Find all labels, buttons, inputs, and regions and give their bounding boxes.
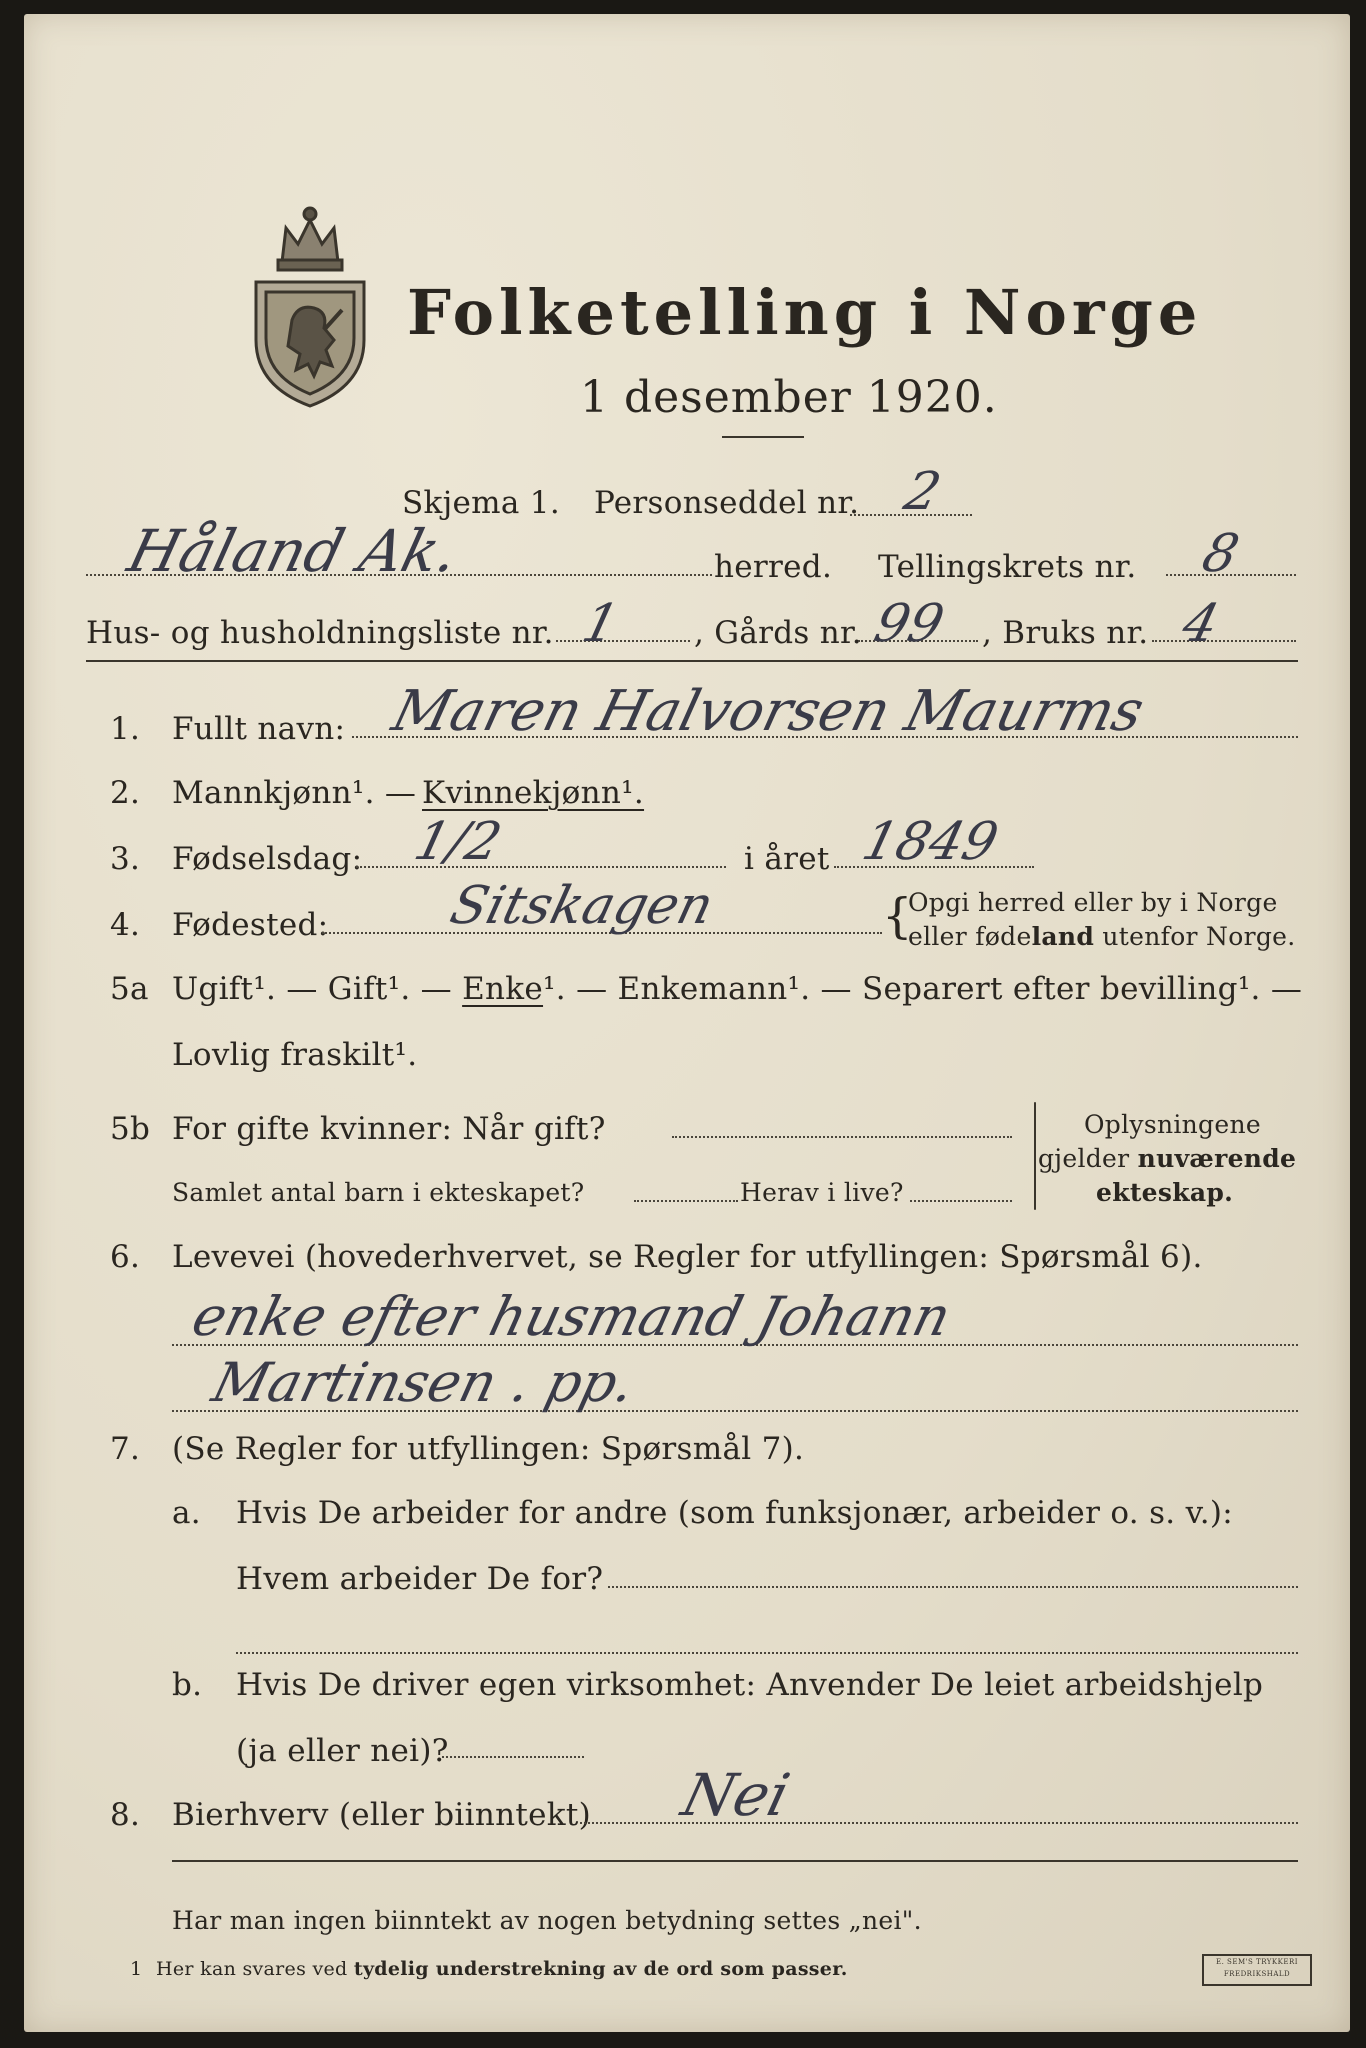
q5b-married-line bbox=[672, 1136, 1012, 1138]
bruks-value: 4 bbox=[1176, 594, 1225, 654]
q3-value: 1/2 bbox=[408, 812, 508, 872]
q2-mann-option: Mannkjønn¹. — bbox=[172, 775, 417, 811]
header-divider bbox=[86, 660, 1298, 662]
page-title: Folketelling i Norge bbox=[407, 276, 1203, 349]
q5b-note-2-pre: gjelder bbox=[1038, 1144, 1138, 1173]
footnote-text bbox=[156, 1960, 848, 1979]
q8-number: 8. bbox=[110, 1797, 141, 1833]
q7a-letter: a. bbox=[172, 1495, 201, 1531]
personseddel-label: Personseddel nr. bbox=[594, 485, 860, 521]
q3-label: Fødselsdag: bbox=[172, 841, 363, 877]
q5a-options-2: ¹. — Enkemann¹. — Separert efter bevilling¹. — bbox=[543, 971, 1303, 1007]
q5b-children-line bbox=[634, 1200, 738, 1202]
q6-value-1: enke efter husmand Johann bbox=[186, 1285, 958, 1348]
q5b-note-1: Oplysningene bbox=[1084, 1110, 1261, 1139]
bruks-line bbox=[1152, 640, 1296, 642]
footnote-number: 1 bbox=[130, 1958, 143, 1980]
q2-kvinne-option: Kvinnekjønn¹. bbox=[422, 775, 645, 811]
skjema-label: Skjema 1. bbox=[402, 485, 560, 521]
q7-number: 7. bbox=[110, 1431, 141, 1467]
q4-label: Fødested: bbox=[172, 907, 329, 943]
coat-of-arms-icon bbox=[242, 200, 378, 412]
q5b-number: 5b bbox=[110, 1111, 151, 1147]
hus-value: 1 bbox=[576, 594, 625, 654]
q1-label: Fullt navn: bbox=[172, 711, 346, 747]
footer-note: Har man ingen biinntekt av nogen betydning settes „nei". bbox=[172, 1906, 922, 1935]
q2-number: 2. bbox=[110, 775, 141, 811]
q5b-label-3: Herav i live? bbox=[740, 1178, 904, 1207]
personseddel-value: 2 bbox=[898, 462, 947, 522]
q8-label: Bierhverv (eller biinntekt) bbox=[172, 1797, 592, 1833]
q4-note-2 bbox=[908, 924, 1295, 949]
q5b-label-1: For gifte kvinner: Når gift? bbox=[172, 1111, 606, 1147]
q6-value-2: Martinsen . pp. bbox=[206, 1351, 642, 1414]
q4-brace: { bbox=[882, 888, 913, 944]
q4-value: Sitskagen bbox=[444, 876, 720, 936]
q7b-label-2: (ja eller nei)? bbox=[236, 1733, 449, 1769]
hus-label: Hus- og husholdningsliste nr. bbox=[86, 615, 554, 651]
stamp-line-1: E. SEM'S TRYKKERI bbox=[1215, 1958, 1299, 1966]
tellingskrets-value: 8 bbox=[1196, 524, 1245, 584]
gards-label: , Gårds nr. bbox=[694, 615, 862, 651]
q5b-note-2-bold: nuværende bbox=[1137, 1144, 1297, 1173]
q3-year-label: i året bbox=[744, 841, 830, 877]
footer-divider bbox=[172, 1860, 1298, 1862]
q6-number: 6. bbox=[110, 1239, 141, 1275]
q7a-label-2: Hvem arbeider De for? bbox=[236, 1561, 604, 1597]
q7b-letter: b. bbox=[172, 1667, 203, 1703]
q4-note-1: Opgi herred eller by i Norge bbox=[908, 888, 1278, 917]
q5a-text-3: Lovlig fraskilt¹. bbox=[172, 1037, 418, 1073]
q5a-text bbox=[172, 971, 1303, 1007]
q7a-label: Hvis De arbeider for andre (som funksjonær, arbeider o. s. v.): bbox=[236, 1495, 1234, 1531]
stamp-line-2: FREDRIKSHALD bbox=[1223, 1970, 1291, 1978]
q5a-options-1: Ugift¹. — Gift¹. — bbox=[172, 971, 452, 1007]
q5b-label-2: Samlet antal barn i ekteskapet? bbox=[172, 1178, 585, 1207]
q7a-employer-line-2 bbox=[236, 1652, 1298, 1654]
q4-note-2-pre: eller føde bbox=[908, 922, 1032, 951]
title-divider bbox=[722, 436, 804, 438]
q7b-label: Hvis De driver egen virksomhet: Anvender De leiet arbeidshjelp bbox=[236, 1667, 1264, 1703]
census-form-sheet bbox=[24, 14, 1350, 2032]
hus-line bbox=[556, 640, 690, 642]
printer-stamp bbox=[1202, 1954, 1312, 1986]
q5b-note-3: ekteskap. bbox=[1096, 1178, 1234, 1207]
q3-year-value: 1849 bbox=[856, 812, 1004, 872]
q4-note-2-post: utenfor Norge. bbox=[1094, 922, 1296, 951]
q5a-number: 5a bbox=[110, 971, 149, 1007]
q5b-bracket bbox=[1034, 1102, 1036, 1210]
footnote-bold: tydelig understrekning av de ord som passer. bbox=[353, 1958, 848, 1980]
q5b-note-2 bbox=[1038, 1146, 1296, 1171]
footnote-pre: Her kan svares ved bbox=[156, 1958, 354, 1980]
q4-note-2-bold: land bbox=[1031, 922, 1095, 951]
q5b-alive-line bbox=[910, 1200, 1012, 1202]
q7a-employer-line-1 bbox=[608, 1586, 1298, 1588]
gards-value: 99 bbox=[868, 594, 950, 654]
q4-number: 4. bbox=[110, 907, 141, 943]
herred-value: Håland Ak. bbox=[121, 517, 466, 585]
q8-value: Nei bbox=[675, 1761, 797, 1829]
herred-label: herred. bbox=[714, 549, 833, 585]
q7b-line bbox=[442, 1756, 584, 1758]
q1-value: Maren Halvorsen Maurms bbox=[386, 679, 1151, 744]
q7-label: (Se Regler for utfyllingen: Spørsmål 7). bbox=[172, 1431, 805, 1467]
bruks-label: , Bruks nr. bbox=[982, 615, 1149, 651]
q1-number: 1. bbox=[110, 711, 141, 747]
tellingskrets-label: Tellingskrets nr. bbox=[878, 549, 1137, 585]
q5a-enke-option: Enke bbox=[462, 971, 544, 1007]
q3-number: 3. bbox=[110, 841, 141, 877]
q6-label: Levevei (hovederhvervet, se Regler for utfyllingen: Spørsmål 6). bbox=[172, 1239, 1203, 1275]
census-date: 1 desember 1920. bbox=[580, 372, 998, 423]
